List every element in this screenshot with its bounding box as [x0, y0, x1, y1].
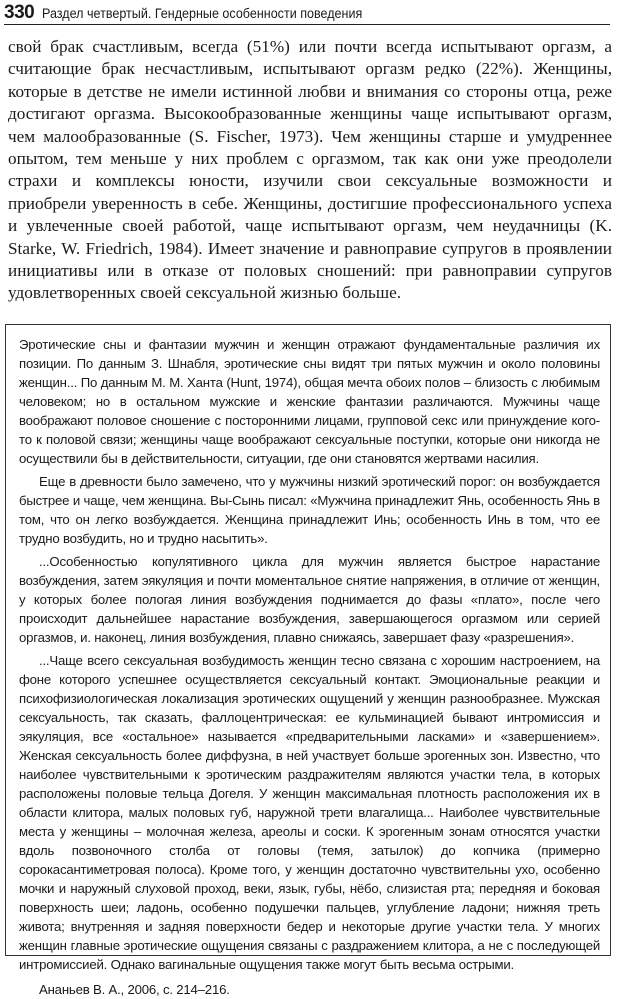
sidebar-paragraph-1: Эротические сны и фантазии мужчин и женщин отражают фундаментальные различия их позиции. По данным З. Шнабля, эротические сны видят три пятых мужчин и около половины женщин... По данным М. М. Ханта (Hunt, 1974), общая мечта обоих полов – близость с любимым человеком; но в остальном мужские и женские фантазии различаются. Мужчины чаще воображают половое сношение с посторонними лицами, групповой секс или принуждение кого-то к половой связи; женщины чаще воображают сексуальные поступки, которые они никогда не осуществили бы в действительности, ситуации, где они становятся жертвами насилия. — [19, 337, 600, 466]
page-number: 330 — [4, 2, 35, 23]
sidebar-paragraph-3: ...Особенностью копулятивного цикла для мужчин является быстрое нарастание возбуждения, затем эякуляция и почти моментальное снятие напряжения, в отличие от женщин, у которых более пологая линия возбуждения поднимается до фазы «плато», после чего происходит дальнейшее нарастание возбуждения, завершающегося оргазмом или серией оргазмов, и. наконец, линия возбуждения, плавно снижаясь, завершает фазу «разрешения». — [19, 554, 600, 645]
page-header — [4, 2, 610, 25]
sidebar-paragraph-4: ...Чаще всего сексуальная возбудимость женщин тесно связана с хорошим настроением, на фоне которого успешнее осуществляется сексуальный контакт. Эмоциональные реакции и психофизиологическая локализация эротических ощущений у женщин разнообразнее. Мужская сексуальность, так сказать, фаллоцентрическая: ее кульминацией бывают интромиссия и эякуляция, все «остальное» называется «предварительными ласками» и «завершением». Женская сексуальность более диффузна, в ней участвует больше эрогенных зон. Известно, что наиболее чувствительными к эротическим раздражителям являются участки тела, в которых расположены половые тельца Догеля. У женщин максимальная плотность расположения их в области клитора, малых половых губ, наружной трети влагалища... Наиболее чувствительные места у женщины – молочная железа, ареолы и соски. К эрогенным зонам относятся участки вдоль позвоночного столба от головы (темя, затылок) до копчика (примерно сорокасантиметровая полоса). Кроме того, у женщин достаточно чувствительны ухо, особенно мочки и наружный слуховой проход, веки, язык, губы, нёбо, слизистая рта; передняя и боковая поверхность шеи; ладонь, особенно подушечки пальцев, углубление ладони; нижняя треть живота; внутренняя и задняя поверхности бедер и некоторые другие участки тела. У многих женщин главные эротические ощущения связаны с раздражением клитора, а не с последующей интромиссией. Однако вагинальные ощущения также могут быть весьма острыми. — [19, 653, 600, 972]
sidebar-box — [5, 324, 611, 997]
running-head: Раздел четвертый. Гендерные особенности поведения — [42, 6, 363, 21]
body-paragraph: свой брак счастливым, всегда (51%) или почти всегда испытывают оргазм, а считающие брак несчастливым, испытывают оргазм редко (22%). Женщины, которые в детстве не имели истинной любви и внимания со стороны отца, реже достигают оргазма. Высокообразованные женщины чаще испытывают оргазм, чем малообразованные (S. Fischer, 1973). Чем женщины старше и умудреннее опытом, тем меньше у них проблем с оргазмом, так как они уже преодолели страхи и комплексы юности, изучили свои сексуальные возможности и приобрели уверенность в себе. Женщины, достигшие профессионального успеха и увлеченные своей работой, чаще испытывают оргазм, чем неудачницы (K. Starke, W. Friedrich, 1984). Имеет значение и равноправие супругов в проявлении инициативы или в отказе от половых сношений: при равноправии супругов удовлетворенных своей сексуальной жизнью больше. — [8, 37, 612, 303]
source-citation: Ананьев В. А., 2006, с. 214–216. — [39, 982, 230, 997]
sidebar-paragraph-2: Еще в древности было замечено, что у мужчины низкий эротический порог: он возбуждается быстрее и чаще, чем женщина. Вы-Сынь писал: «Мужчина принадлежит Янь, особенность Янь в том, что он легко возбуждается. Женщина принадлежит Инь; особенность Инь в том, что ее трудно возбудить, но и трудно насытить». — [19, 474, 600, 546]
